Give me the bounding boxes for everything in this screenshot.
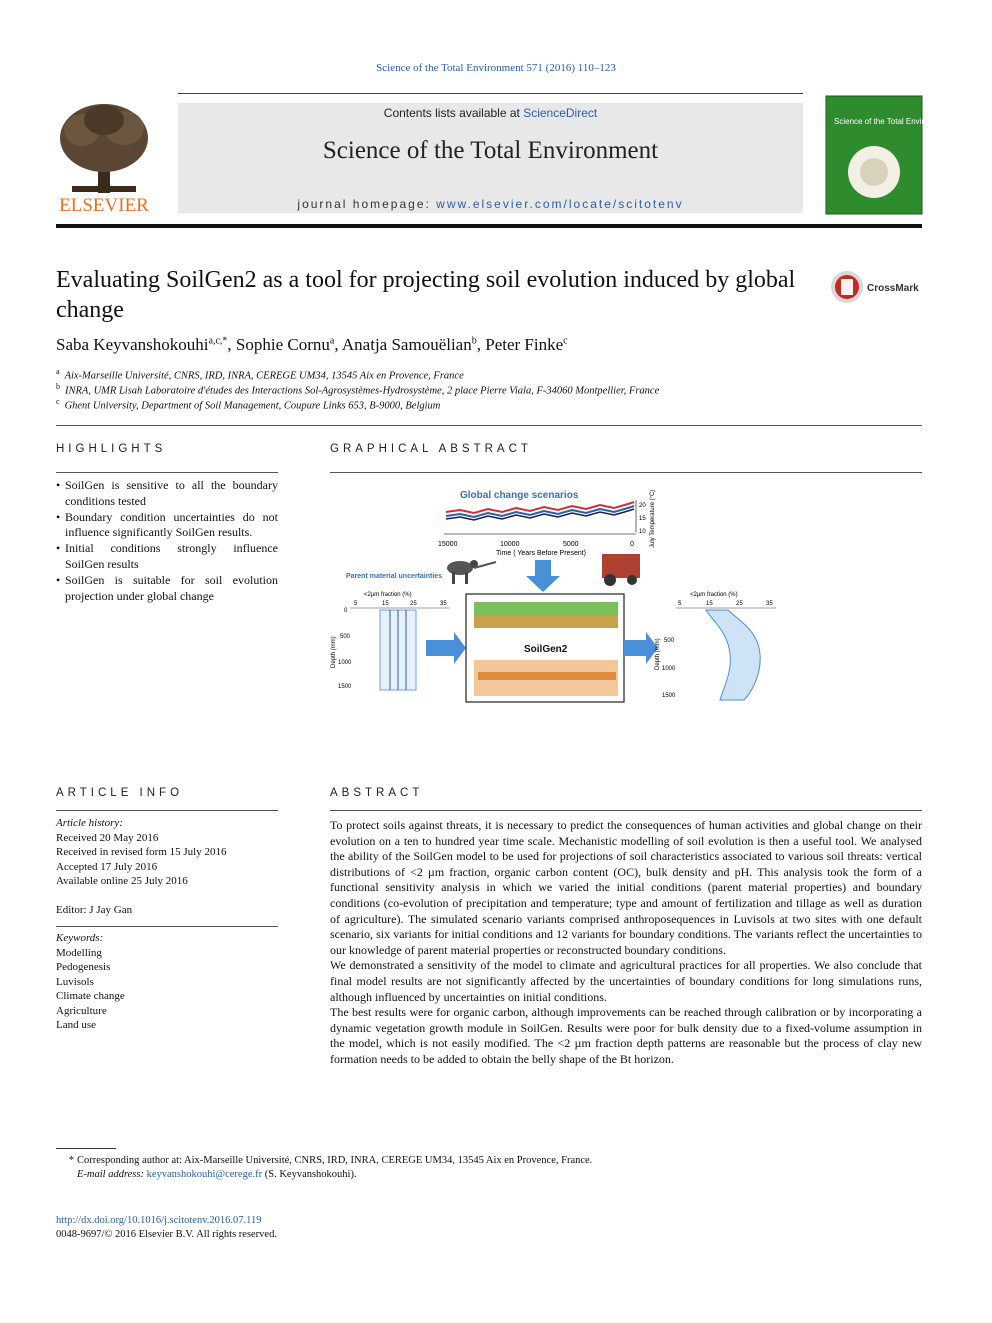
highlight-item: • SoilGen is suitable for soil evolution projection under global change [56,573,278,605]
ga-time-tick: 15000 [438,541,458,548]
author-affiliation-marker[interactable]: a [329,335,335,347]
highlights-list [56,478,278,604]
corresponding-text: Corresponding author at: Aix-Marseille Université, CNRS, IRD, INRA, CEREGE UM34, 13545 Aix en Provence, France. [77,1155,593,1166]
graphical-abstract-svg [328,482,948,706]
ga-depth-tick: 1500 [338,684,352,690]
ga-tractor-icon [602,554,640,586]
homepage-prefix: journal homepage: [297,197,437,211]
ga-right-arrow [624,632,658,664]
elsevier-tree-icon [52,98,162,216]
ga-clay-tick: 15 [382,601,389,607]
ga-clay-tick: 5 [354,601,358,607]
abstract-paragraph: The best results were for organic carbon, although improvements can be reached through calibration or by incorporating a dynamic vegetation growth module in SoilGen. Results were poor for bulk density due to a fixed-volume assumption in the model, which is not easily modified. The <2 µm fraction depth patterns are reasonable but the process of clay new formation needs to be added to obtain the belly shape of the Bt horizon. [330,1005,922,1066]
author-separator: , [476,335,486,354]
sciencedirect-link[interactable]: ScienceDirect [523,106,598,120]
author-name[interactable]: Peter Finke [485,335,564,354]
ga-right-arrow [426,632,466,664]
author-affiliation-marker[interactable]: b [471,335,477,347]
cover-title: Science of the Total Environment [834,117,951,126]
abstract-body [330,818,922,1068]
corresponding-line [56,1154,856,1168]
highlights-heading: HIGHLIGHTS [56,443,167,455]
ga-time-tick: 0 [630,541,634,548]
author-affiliation-marker[interactable]: a,c,* [208,335,228,347]
graphical-abstract-heading: GRAPHICAL ABSTRACT [330,443,532,455]
ga-depth-tick: 1500 [662,693,676,699]
ga-temp-axis-label: July Temperature (°C) [650,489,656,548]
author-name[interactable]: Sophie Cornu [235,335,330,354]
crossmark-badge[interactable] [830,268,926,306]
ga-clay-tick: 35 [766,601,773,607]
ga-clay-tick: 35 [440,601,447,607]
history-entry: Available online 25 July 2016 [56,875,188,887]
keywords-title: Keywords: [56,932,104,944]
article-title: Evaluating SoilGen2 as a tool for projecting soil evolution induced by global change [56,267,796,323]
footnote-marker: * [68,1155,74,1166]
author-affiliation-marker[interactable]: c [563,335,568,347]
footnote-rule [56,1148,116,1149]
keyword-item[interactable]: Luvisols [56,975,94,988]
keyword-item[interactable]: Land use [56,1019,97,1031]
author-name[interactable]: Anatja Samouëlian [341,335,472,354]
journal-homepage-line [178,197,803,211]
affiliation-key: a [56,367,60,376]
abstract-paragraph: To protect soils against threats, it is necessary to predict the consequences of human activities and global change on their evolution on a ten to hundred year time scale. Mechanistic modelling of soil evolution is then a useful tool. We analysed the ability of the SoilGen model to be used for projections of soil characteristics associated to various soil threats: vertical distributions of <2 µm fraction, organic carbon content (OC), bulk density and pH. This analysis took the form of a functional sensitivity analysis in which we varied the initial conditions (parent material properties) and boundary conditions (co-evolution of precipitation and temperature; type and amount of fertilization and tillage as well as duration of agriculture). The simulated scenario variants comprised anthroposequences in Luvisols at two sites with one default scenario, six variants for initial conditions and 12 variants for boundary conditions. The variants reflect the uncertainties to our knowledge of parent material properties or reconstructed boundary conditions. [330,818,922,957]
keyword-item[interactable]: Pedogenesis [56,961,111,973]
ga-clay-axis-label: <2µm fraction (%) [690,592,738,598]
keyword-item[interactable]: Modelling [56,946,102,959]
abstract-heading: ABSTRACT [330,787,424,799]
ga-time-tick: 5000 [563,541,579,548]
abstract-rule [330,810,922,811]
affiliation [56,367,916,382]
highlight-item: • Boundary condition uncertainties do not influence significantly SoilGen results. [56,510,278,542]
journal-cover-image [826,96,951,214]
ga-ox-plough-icon [447,560,496,584]
contents-prefix: Contents lists available at [383,106,524,120]
ga-depth-tick: 0 [344,608,348,614]
affiliation-text: Ghent University, Department of Soil Management, Coupure Links 653, B-9000, Belgium [64,400,441,412]
affiliation-key: c [56,397,60,406]
ga-parent-material-label: Parent material uncertainties [346,573,443,580]
ga-clay-tick: 25 [736,601,743,607]
article-info-rule [56,810,278,811]
ga-time-axis-label: Time ( Years Before Present) [496,550,587,557]
affiliation-key: b [56,382,60,391]
editor-line: Editor: J Jay Gan [56,903,133,916]
email-line [56,1168,856,1182]
author-separator: , [334,335,342,354]
header-top-rule [178,93,803,94]
journal-citation[interactable]: Science of the Total Environment 571 (2016) 110–123 [376,62,616,74]
ga-depth-axis-label: Depth (mm) [655,638,661,670]
contents-line [178,106,803,120]
ga-depth-tick: 500 [664,638,675,644]
ga-model-label: SoilGen2 [524,644,568,655]
ga-clay-axis-label: <2µm fraction (%) [364,592,412,598]
article-info-panel [56,816,278,1033]
article-info-heading: ARTICLE INFO [56,787,184,799]
email-suffix: (S. Keyvanshokouhi). [264,1169,357,1180]
highlights-rule [56,472,278,473]
affiliation-text: INRA, UMR Lisah Laboratoire d'études des Interactions Sol-Agrosystèmes-Hydrosystème, 2 place Pierre Viala, F-34060 Montpellier, France [65,385,660,397]
keyword-item[interactable]: Agriculture [56,1004,107,1017]
ga-temp-tick: 10 [639,529,646,535]
affiliation [56,397,916,412]
ga-depth-tick: 1000 [662,666,676,672]
ga-temp-tick: 15 [639,516,646,522]
keyword-item[interactable]: Climate change [56,990,125,1002]
ga-output-profile-band [706,610,760,700]
graphical-abstract-rule [330,472,922,473]
doi-link[interactable]: http://dx.doi.org/10.1016/j.scitotenv.2016.07.119 [56,1215,262,1226]
journal-cover-thumbnail[interactable] [826,96,951,214]
ga-down-arrow [526,560,560,592]
ga-depth-tick: 500 [340,634,351,640]
author-name[interactable]: Saba Keyvanshokouhi [56,335,209,354]
keywords-rule [56,926,278,927]
ga-model-output-band [478,672,616,680]
ga-time-tick: 10000 [500,541,520,548]
email-label: E-mail address: [77,1169,144,1180]
author-separator: , [227,335,236,354]
ga-clay-tick: 25 [410,601,417,607]
copyright-line: 0048-9697/© 2016 Elsevier B.V. All rights reserved. [56,1229,277,1240]
abstract-paragraph: We demonstrated a sensitivity of the model to climate and agricultural practices for all properties. We also conclude that final model results are not significantly affected by the uncertainties of boundary conditions for long simulations runs, although influenced by uncertainties on initial conditions. [330,958,922,1004]
corresponding-author-footnote [56,1154,856,1182]
ga-depth-tick: 1000 [338,660,352,666]
ga-depth-axis-label: Depth (mm) [331,636,337,668]
history-entry: Received in revised form 15 July 2016 [56,846,227,858]
ga-crop-row-soil [474,616,618,628]
header-thick-rule [56,224,922,228]
affiliation-text: Aix-Marseille Université, CNRS, IRD, INRA, CEREGE UM34, 13545 Aix en Provence, France [64,370,464,382]
author-list [56,335,856,355]
crossmark-icon [830,268,926,306]
email-link[interactable]: keyvanshokouhi@cerege.fr [146,1169,263,1180]
ga-scenario-title: Global change scenarios [460,490,579,501]
highlight-item: • Initial conditions strongly influence SoilGen results [56,541,278,573]
graphical-abstract-figure[interactable] [328,482,948,706]
elsevier-wordmark: ELSEVIER [59,195,149,216]
crossmark-label: CrossMark [867,283,919,294]
homepage-link[interactable]: www.elsevier.com/locate/scitotenv [436,197,684,211]
elsevier-logo[interactable] [52,98,162,216]
journal-title: Science of the Total Environment [322,137,659,164]
affiliation [56,382,916,397]
article-history-title: Article history: [56,817,123,829]
ga-temp-tick: 20 [639,503,646,509]
ga-clay-tick: 15 [706,601,713,607]
title-block-rule [56,425,922,426]
highlight-item: • SoilGen is sensitive to all the boundary conditions tested [56,478,278,510]
history-entry: Accepted 17 July 2016 [56,860,158,873]
ga-clay-tick: 5 [678,601,682,607]
history-entry: Received 20 May 2016 [56,831,159,844]
